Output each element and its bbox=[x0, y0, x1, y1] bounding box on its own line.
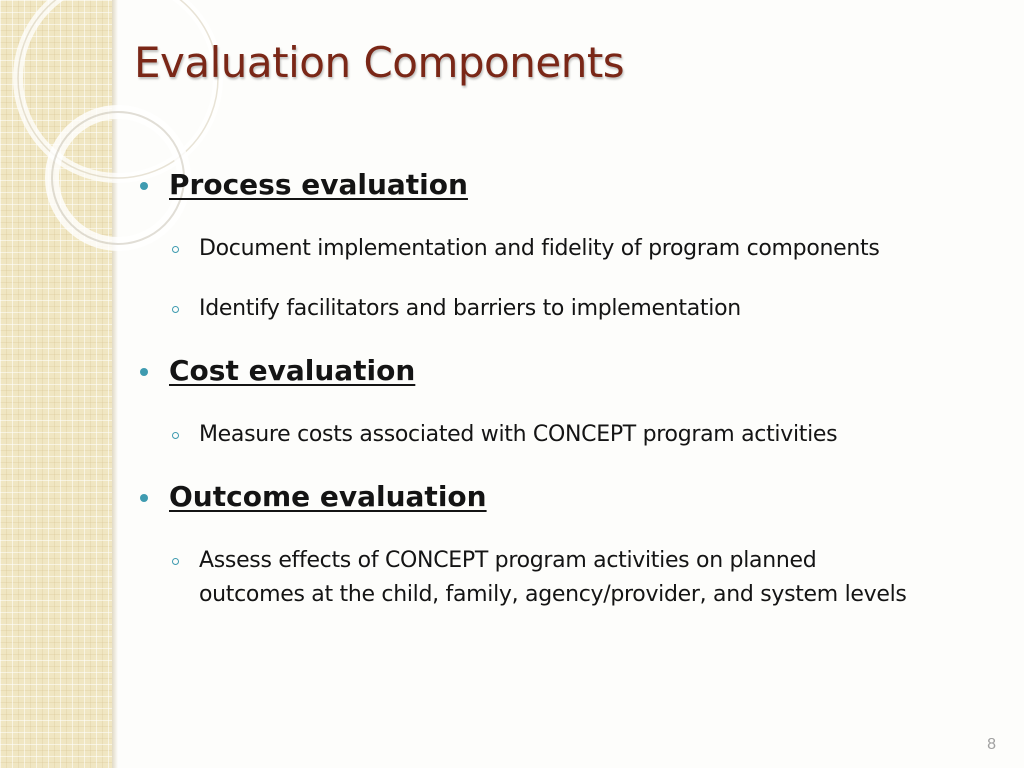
slide-title: Evaluation Components bbox=[134, 38, 625, 87]
bullet-icon bbox=[140, 182, 148, 190]
list-item bbox=[172, 232, 880, 266]
circle-bullet-icon bbox=[172, 306, 179, 313]
list-item bbox=[172, 418, 837, 452]
list-item-text: Measure costs associated with CONCEPT program activities bbox=[199, 422, 838, 447]
section-heading: Cost evaluation bbox=[169, 354, 416, 387]
circle-bullet-icon bbox=[172, 246, 179, 253]
circle-bullet-icon bbox=[172, 432, 179, 439]
section-cost bbox=[140, 354, 415, 387]
list-item-text: Identify facilitators and barriers to implementation bbox=[199, 296, 741, 321]
page-number: 8 bbox=[987, 736, 996, 753]
section-outcome bbox=[140, 480, 487, 513]
list-item bbox=[172, 292, 741, 326]
bullet-icon bbox=[140, 368, 148, 376]
list-item-text-line-1: Assess effects of CONCEPT program activities on planned bbox=[199, 548, 817, 573]
list-item-text: Document implementation and fidelity of program components bbox=[199, 236, 880, 261]
circle-bullet-icon bbox=[172, 558, 179, 565]
list-item bbox=[172, 544, 907, 612]
section-heading: Outcome evaluation bbox=[169, 480, 487, 513]
section-heading: Process evaluation bbox=[169, 168, 468, 201]
list-item-text-line-2: outcomes at the child, family, agency/provider, and system levels bbox=[199, 582, 907, 607]
bullet-icon bbox=[140, 494, 148, 502]
section-process bbox=[140, 168, 468, 201]
